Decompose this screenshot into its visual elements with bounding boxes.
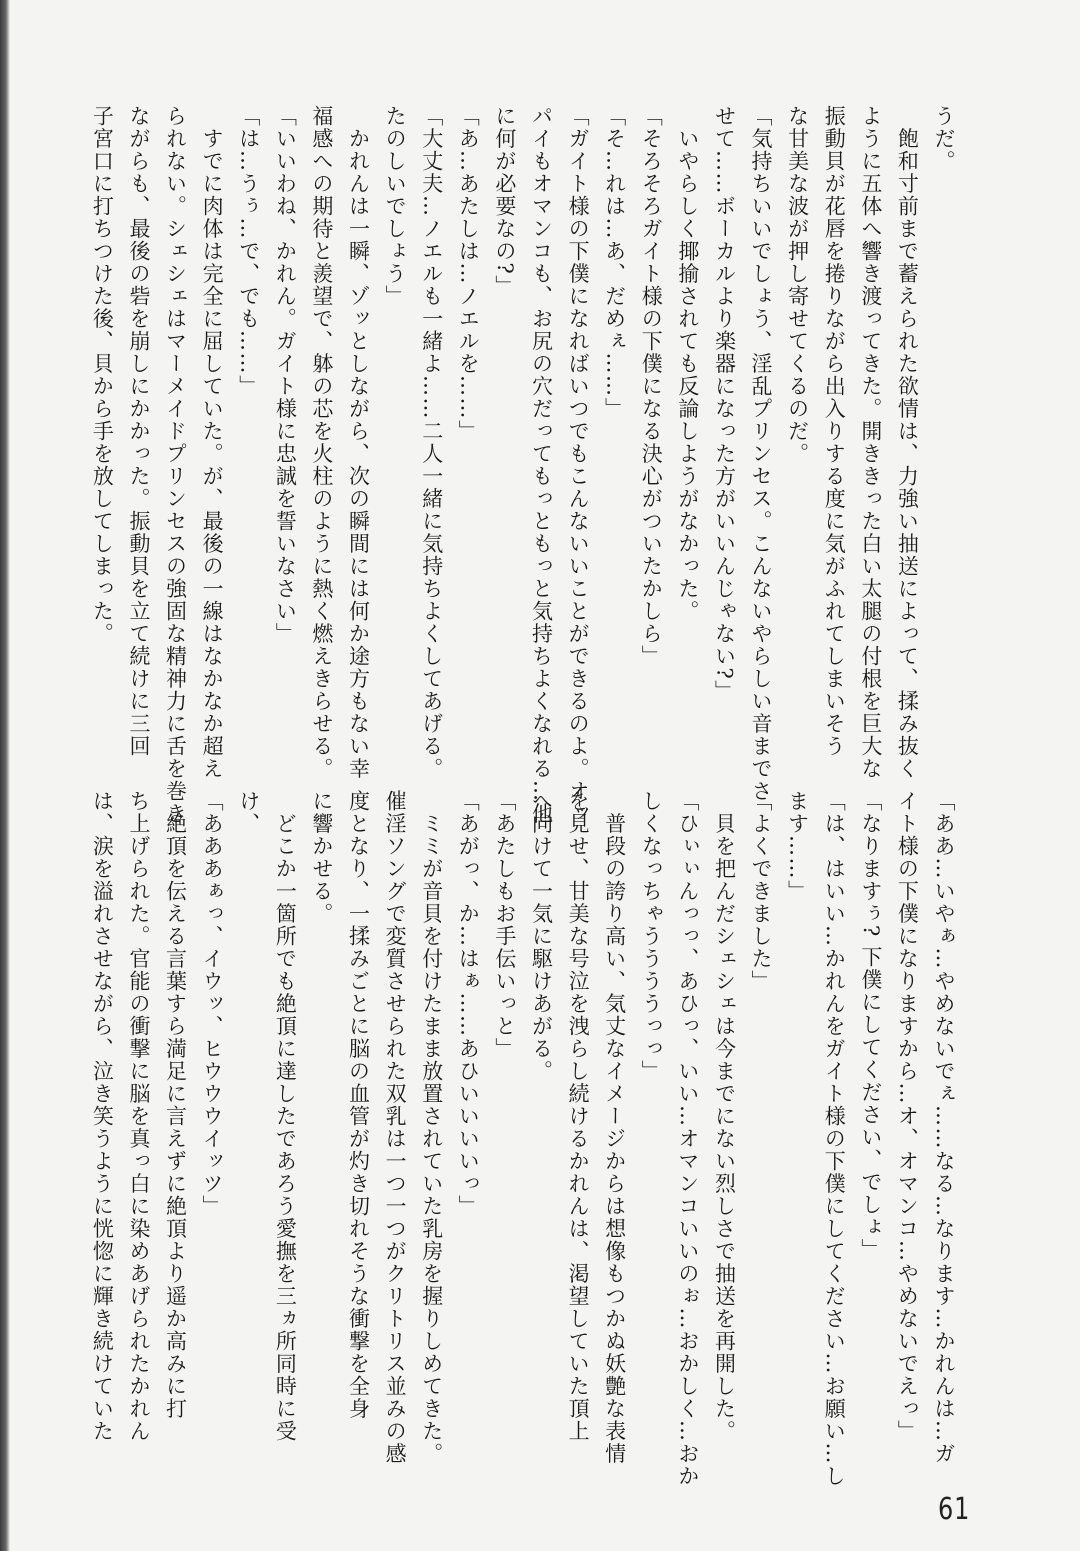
text-line: 「よくできました」 [749, 790, 774, 993]
text-line: かれんは一瞬、ゾッとしながら、次の瞬間には何か途方もない幸 [346, 105, 371, 780]
lower-text-tier [90, 790, 962, 1488]
text-line: 「そろそろガイト様の下僕になる決心がついたかしら」 [639, 105, 664, 668]
text-line: 振動貝が花唇を捲りながら出入りする度に気がふれてしまいそう [822, 105, 847, 758]
text-line: 度となり、一揉みごとに脳の血管が灼き切れそうな衝撃を全身 [346, 790, 371, 1420]
text-line: 「ひぃぃんっっ、あひっ、いい…オマンコいいのぉ…おかしく…おか [675, 790, 700, 1488]
text-line: ように五体へ響き渡ってきた。開ききった白い太腿の付根を巨大な [858, 105, 883, 780]
page-number: 61 [937, 1492, 970, 1527]
text-line: 飽和寸前まで蓄えられた欲情は、力強い抽送によって、揉み抜く [895, 105, 920, 780]
text-line: 貝を把んだシェシェは今までにない烈しさで抽送を再開した。 [712, 790, 737, 1443]
text-line: け、 [236, 790, 261, 835]
text-line: ミミが音貝を付けたまま放置されていた乳房を握りしめてきた。 [419, 790, 444, 1465]
text-line: うだ。 [932, 105, 956, 173]
text-line: 「いいわね、かれん。ガイト様に忠誠を誓いなさい」 [273, 105, 298, 645]
text-line: 「気持ちいいでしょう、淫乱プリンセス。こんないやらしい音までさ [749, 105, 774, 803]
text-line: 「ああ…いやぁ…やめないでぇ……なる…なります…かれんは…ガ [932, 790, 956, 1465]
text-line: 「あああぁっ、イウッ、ヒウウウイッツ」 [200, 790, 225, 1218]
text-line: を見せ、甘美な号泣を洩らし続けるかれんは、渇望していた頂上 [566, 790, 591, 1443]
text-line: な甘美な波が押し寄せてくるのだ。 [785, 105, 810, 465]
text-line: いやらしく揶揄されても反論しようがなかった。 [675, 105, 700, 623]
text-line: しくなっちゃううううっっ」 [639, 790, 664, 1083]
text-line: 「は、はいい…かれんをガイト様の下僕にしてください…お願い…し [822, 790, 847, 1488]
text-line: ます……」 [785, 790, 810, 903]
text-line: 「なりますぅ? 下僕にしてください、でしょ」 [858, 790, 883, 1261]
text-line: パイもオマンコも、お尻の穴だってもっともっと気持ちよくなれる…他 [529, 105, 554, 825]
text-line: 「あたしもお手伝いっと」 [492, 790, 517, 1060]
text-line: たのしいでしょう」 [383, 105, 408, 308]
text-line: ち上げられた。官能の衝撃に脳を真っ白に染めあげられたかれん [126, 790, 151, 1443]
text-line: 普段の誇り高い、気丈なイメージからは想像もつかぬ妖艶な表情 [602, 790, 627, 1465]
text-line: 子宮口に打ちつけた後、貝から手を放してしまった。 [90, 105, 115, 645]
text-line: られない。シェシェはマーメイドプリンセスの強固な精神力に舌を巻き [163, 105, 188, 825]
text-line: 「ガイト様の下僕になればいつでもこんないいことができるのよ。オッ [566, 105, 591, 825]
binding-edge [0, 0, 10, 1551]
text-line: ながらも、最後の砦を崩しにかかった。振動貝を立て続けに三回 [126, 105, 151, 758]
text-line: 「あがっ、か…はぁ……あひいいいいっ」 [456, 790, 481, 1218]
upper-text-tier [90, 105, 962, 825]
text-line: 「は…うぅ…で、でも……」 [236, 105, 261, 398]
text-line: イト様の下僕になりますから…オ、オマンコ…やめないでえっ」 [895, 790, 920, 1443]
text-line: すでに肉体は完全に屈していた。が、最後の一線はなかなか超え [200, 105, 225, 780]
text-line: 催淫ソングで変質させられた双乳は一つ一つがクリトリス並みの感 [383, 790, 408, 1465]
text-line: どこか一箇所でも絶頂に達したであろう愛撫を三ヵ所同時に受 [273, 790, 298, 1443]
text-line: は、涙を溢れさせながら、泣き笑うように恍惚に輝き続けていた [90, 790, 115, 1443]
text-line: 「あ…あたしは…ノエルを……」 [456, 105, 481, 443]
text-line: に何が必要なの?」 [492, 105, 517, 298]
text-line: 「大丈夫…ノエルも一緒よ……二人一緒に気持ちよくしてあげる。 [419, 105, 444, 780]
text-line: せて……ボーカルより楽器になった方がいいんじゃない?」 [712, 105, 737, 703]
text-line: 絶頂を伝える言葉すら満足に言えずに絶頂より遥か高みに打 [163, 790, 188, 1420]
text-line: 福感への期待と羨望で、躰の芯を火柱のように熱く燃えきらせる。 [309, 105, 334, 780]
text-line: 「そ…れは…あ、だめぇ……」 [602, 105, 627, 420]
text-line: に響かせる。 [309, 790, 334, 925]
text-line: へ向けて一気に駆けあがる。 [529, 790, 554, 1083]
